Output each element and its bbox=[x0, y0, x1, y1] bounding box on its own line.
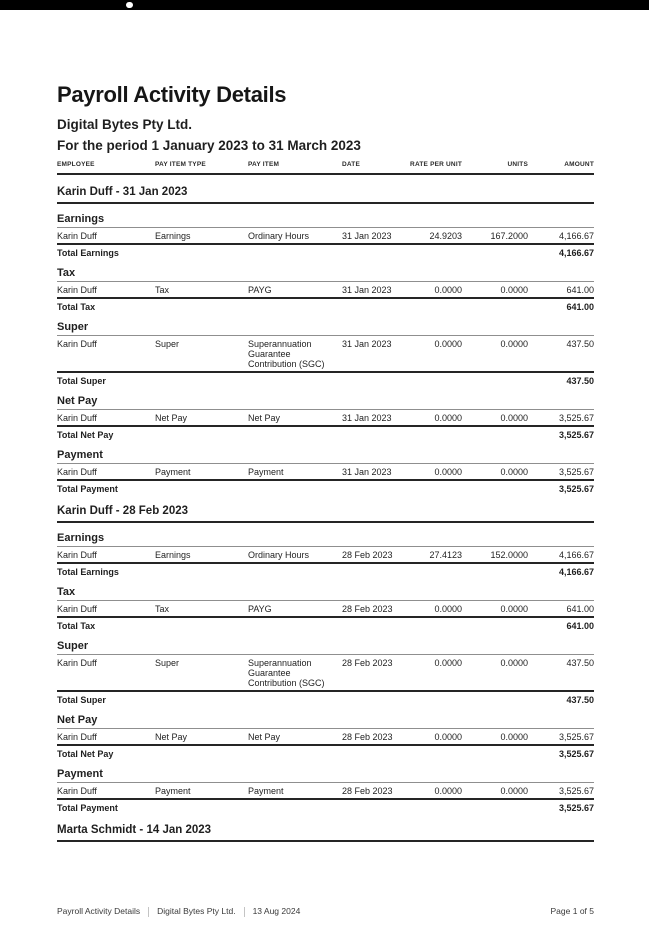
total-row bbox=[57, 618, 594, 631]
pay-item-group bbox=[57, 533, 594, 577]
cell-units: 0.0000 bbox=[500, 732, 528, 742]
group-title: Tax bbox=[57, 587, 594, 601]
cell-units: 0.0000 bbox=[500, 413, 528, 423]
total-label: Total Super bbox=[57, 376, 106, 386]
pay-item-group bbox=[57, 396, 594, 440]
group-title: Earnings bbox=[57, 214, 594, 228]
total-row bbox=[57, 692, 594, 705]
cell-rate-per-unit: 0.0000 bbox=[434, 285, 462, 295]
page-footer bbox=[57, 906, 594, 917]
cell-pay-item: Payment bbox=[248, 786, 284, 796]
footer-page-number: Page 1 of 5 bbox=[550, 906, 594, 916]
cell-date: 31 Jan 2023 bbox=[342, 285, 392, 295]
report-body bbox=[57, 186, 594, 842]
cell-amount: 4,166.67 bbox=[558, 231, 594, 241]
total-label: Total Tax bbox=[57, 621, 96, 631]
cell-rate-per-unit: 0.0000 bbox=[434, 658, 462, 668]
footer-date: 13 Aug 2024 bbox=[252, 906, 301, 916]
cell-rate-per-unit: 24.9203 bbox=[429, 231, 462, 241]
total-label: Total Tax bbox=[57, 302, 96, 312]
cell-units: 0.0000 bbox=[500, 285, 528, 295]
table-row bbox=[57, 547, 594, 564]
column-header-employee: EMPLOYEE bbox=[57, 161, 95, 168]
group-title: Payment bbox=[57, 769, 594, 783]
group-title: Super bbox=[57, 322, 594, 336]
cell-pay-item-type: Payment bbox=[155, 467, 191, 477]
cell-employee: Karin Duff bbox=[57, 285, 97, 295]
cell-rate-per-unit: 27.4123 bbox=[429, 550, 462, 560]
total-amount: 4,166.67 bbox=[558, 567, 594, 577]
total-amount: 3,525.67 bbox=[558, 430, 594, 440]
total-label: Total Net Pay bbox=[57, 430, 114, 440]
cell-units: 0.0000 bbox=[500, 786, 528, 796]
pay-item-group bbox=[57, 450, 594, 494]
cell-units: 0.0000 bbox=[500, 339, 528, 349]
report-page bbox=[0, 10, 649, 931]
cell-pay-item-type: Payment bbox=[155, 786, 191, 796]
cell-amount: 641.00 bbox=[566, 604, 594, 614]
total-amount: 437.50 bbox=[566, 695, 594, 705]
column-header-pay-item: PAY ITEM bbox=[248, 161, 280, 168]
cell-employee: Karin Duff bbox=[57, 604, 97, 614]
cell-amount: 3,525.67 bbox=[558, 413, 594, 423]
cell-employee: Karin Duff bbox=[57, 413, 97, 423]
cell-rate-per-unit: 0.0000 bbox=[434, 786, 462, 796]
table-row bbox=[57, 282, 594, 299]
cell-amount: 4,166.67 bbox=[558, 550, 594, 560]
footer-doc-name: Payroll Activity Details bbox=[57, 906, 141, 916]
cell-employee: Karin Duff bbox=[57, 231, 97, 241]
cell-date: 31 Jan 2023 bbox=[342, 467, 392, 477]
total-amount: 437.50 bbox=[566, 376, 594, 386]
company-name: Digital Bytes Pty Ltd. bbox=[57, 117, 193, 132]
cell-amount: 3,525.67 bbox=[558, 732, 594, 742]
cell-amount: 437.50 bbox=[566, 658, 594, 668]
cell-employee: Karin Duff bbox=[57, 732, 97, 742]
column-header-date: DATE bbox=[342, 161, 361, 168]
group-title: Payment bbox=[57, 450, 594, 464]
footer-company: Digital Bytes Pty Ltd. bbox=[157, 906, 236, 916]
total-row bbox=[57, 299, 594, 312]
cell-date: 28 Feb 2023 bbox=[342, 786, 393, 796]
cell-pay-item-type: Net Pay bbox=[155, 732, 188, 742]
total-amount: 3,525.67 bbox=[558, 749, 594, 759]
cell-employee: Karin Duff bbox=[57, 467, 97, 477]
cell-employee: Karin Duff bbox=[57, 658, 97, 668]
cell-pay-item-type: Earnings bbox=[155, 231, 191, 241]
cell-employee: Karin Duff bbox=[57, 786, 97, 796]
total-row bbox=[57, 373, 594, 386]
group-title: Earnings bbox=[57, 533, 594, 547]
cell-date: 28 Feb 2023 bbox=[342, 732, 393, 742]
total-amount: 3,525.67 bbox=[558, 803, 594, 813]
total-amount: 4,166.67 bbox=[558, 248, 594, 258]
total-label: Total Payment bbox=[57, 803, 118, 813]
pay-run-section bbox=[57, 186, 594, 494]
cell-rate-per-unit: 0.0000 bbox=[434, 339, 462, 349]
pay-item-group bbox=[57, 587, 594, 631]
pay-item-group bbox=[57, 268, 594, 312]
cell-pay-item: Superannuation Guarantee Contribution (SGC) bbox=[248, 658, 325, 688]
report-period: For the period 1 January 2023 to 31 March 2023 bbox=[57, 138, 361, 153]
total-amount: 641.00 bbox=[566, 621, 594, 631]
total-label: Total Earnings bbox=[57, 567, 119, 577]
cell-date: 31 Jan 2023 bbox=[342, 339, 392, 349]
cell-units: 152.0000 bbox=[490, 550, 528, 560]
cell-pay-item: Payment bbox=[248, 467, 284, 477]
cell-pay-item-type: Tax bbox=[155, 604, 170, 614]
cell-date: 28 Feb 2023 bbox=[342, 550, 393, 560]
group-title: Net Pay bbox=[57, 396, 594, 410]
cell-units: 0.0000 bbox=[500, 467, 528, 477]
total-row bbox=[57, 245, 594, 258]
cell-pay-item: Ordinary Hours bbox=[248, 231, 310, 241]
cell-rate-per-unit: 0.0000 bbox=[434, 732, 462, 742]
total-row bbox=[57, 427, 594, 440]
column-header-amount: AMOUNT bbox=[564, 161, 594, 168]
cell-pay-item-type: Super bbox=[155, 339, 180, 349]
total-label: Total Payment bbox=[57, 484, 118, 494]
total-amount: 641.00 bbox=[566, 302, 594, 312]
camera-dot-icon bbox=[126, 2, 133, 8]
table-row bbox=[57, 464, 594, 481]
pay-item-group bbox=[57, 641, 594, 705]
pay-run-section bbox=[57, 824, 594, 842]
pay-item-group bbox=[57, 715, 594, 759]
column-header-rate-per-unit: RATE PER UNIT bbox=[410, 161, 462, 168]
pay-item-group bbox=[57, 769, 594, 813]
footer-separator bbox=[148, 907, 149, 917]
cell-pay-item: Superannuation Guarantee Contribution (SGC) bbox=[248, 339, 325, 369]
cell-pay-item: Net Pay bbox=[248, 413, 281, 423]
cell-pay-item: Ordinary Hours bbox=[248, 550, 310, 560]
group-title: Super bbox=[57, 641, 594, 655]
page-title: Payroll Activity Details bbox=[57, 82, 287, 107]
table-row bbox=[57, 783, 594, 800]
table-row bbox=[57, 655, 594, 692]
cell-rate-per-unit: 0.0000 bbox=[434, 467, 462, 477]
cell-units: 167.2000 bbox=[490, 231, 528, 241]
column-header-row bbox=[57, 161, 594, 175]
cell-amount: 641.00 bbox=[566, 285, 594, 295]
cell-pay-item: Net Pay bbox=[248, 732, 281, 742]
table-row bbox=[57, 410, 594, 427]
cell-units: 0.0000 bbox=[500, 604, 528, 614]
table-row bbox=[57, 228, 594, 245]
pay-run-section bbox=[57, 505, 594, 813]
total-amount: 3,525.67 bbox=[558, 484, 594, 494]
column-header-pay-item-type: PAY ITEM TYPE bbox=[155, 161, 206, 168]
section-heading: Karin Duff - 31 Jan 2023 bbox=[57, 186, 594, 204]
total-row bbox=[57, 481, 594, 494]
total-row bbox=[57, 800, 594, 813]
cell-pay-item: PAYG bbox=[248, 285, 272, 295]
cell-date: 28 Feb 2023 bbox=[342, 658, 393, 668]
table-row bbox=[57, 336, 594, 373]
cell-units: 0.0000 bbox=[500, 658, 528, 668]
column-header-units: UNITS bbox=[507, 161, 528, 168]
cell-amount: 437.50 bbox=[566, 339, 594, 349]
total-label: Total Earnings bbox=[57, 248, 119, 258]
cell-pay-item-type: Net Pay bbox=[155, 413, 188, 423]
total-row bbox=[57, 746, 594, 759]
window-top-bar bbox=[0, 0, 649, 10]
cell-amount: 3,525.67 bbox=[558, 786, 594, 796]
cell-pay-item-type: Super bbox=[155, 658, 180, 668]
cell-employee: Karin Duff bbox=[57, 339, 97, 349]
cell-date: 31 Jan 2023 bbox=[342, 413, 392, 423]
total-row bbox=[57, 564, 594, 577]
cell-pay-item: PAYG bbox=[248, 604, 272, 614]
pay-item-group bbox=[57, 214, 594, 258]
section-heading: Karin Duff - 28 Feb 2023 bbox=[57, 505, 594, 523]
cell-rate-per-unit: 0.0000 bbox=[434, 413, 462, 423]
cell-date: 28 Feb 2023 bbox=[342, 604, 393, 614]
total-label: Total Net Pay bbox=[57, 749, 114, 759]
group-title: Net Pay bbox=[57, 715, 594, 729]
table-row bbox=[57, 729, 594, 746]
pay-item-group bbox=[57, 322, 594, 386]
cell-date: 31 Jan 2023 bbox=[342, 231, 392, 241]
group-title: Tax bbox=[57, 268, 594, 282]
cell-pay-item-type: Tax bbox=[155, 285, 170, 295]
cell-employee: Karin Duff bbox=[57, 550, 97, 560]
cell-pay-item-type: Earnings bbox=[155, 550, 191, 560]
cell-rate-per-unit: 0.0000 bbox=[434, 604, 462, 614]
total-label: Total Super bbox=[57, 695, 106, 705]
table-row bbox=[57, 601, 594, 618]
section-heading: Marta Schmidt - 14 Jan 2023 bbox=[57, 824, 594, 842]
cell-amount: 3,525.67 bbox=[558, 467, 594, 477]
footer-separator bbox=[244, 907, 245, 917]
